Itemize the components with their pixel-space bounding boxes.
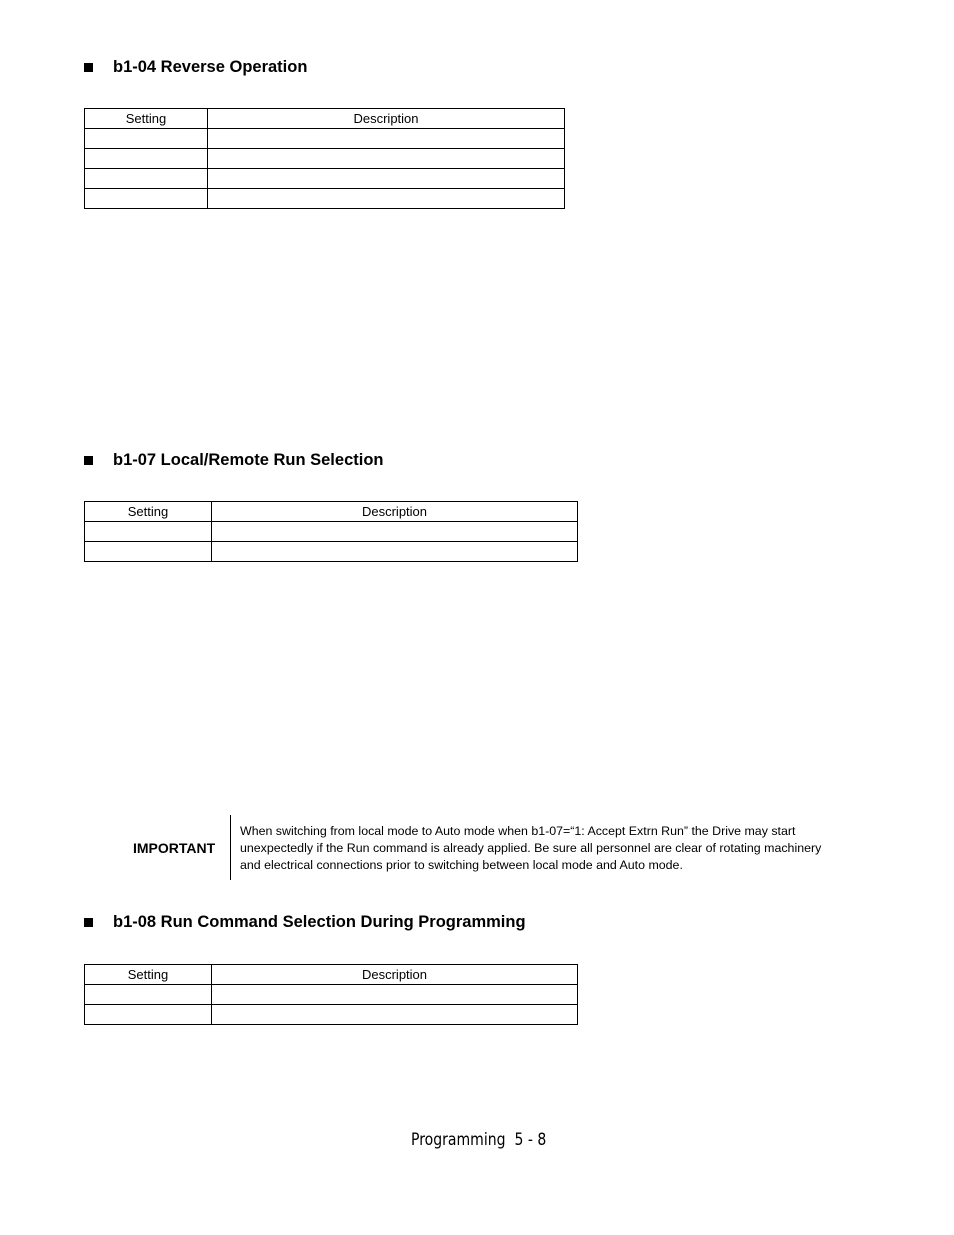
section-heading-b1-07 — [84, 451, 383, 470]
heading-text: b1-08 Run Command Selection During Programming — [113, 913, 526, 931]
important-label: IMPORTANT — [133, 840, 216, 856]
header-setting: Setting — [85, 965, 212, 985]
description-cell — [208, 169, 565, 189]
setting-cell — [85, 1005, 212, 1025]
table-b1-07 — [84, 501, 578, 562]
square-bullet-icon — [84, 918, 93, 927]
description-cell — [208, 129, 565, 149]
table-header-row — [85, 502, 578, 522]
table-row — [85, 522, 578, 542]
header-setting: Setting — [85, 109, 208, 129]
heading-text: b1-04 Reverse Operation — [113, 58, 308, 76]
square-bullet-icon — [84, 456, 93, 465]
table-row — [85, 189, 565, 209]
table-b1-08 — [84, 964, 578, 1025]
table-header-row — [85, 965, 578, 985]
square-bullet-icon — [84, 63, 93, 72]
table-b1-04 — [84, 108, 565, 209]
table-header-row — [85, 109, 565, 129]
section-heading-b1-04 — [84, 58, 307, 77]
description-cell — [212, 985, 578, 1005]
header-description: Description — [208, 109, 565, 129]
setting-cell — [85, 542, 212, 562]
page-footer: Programming 5 - 8 — [411, 1130, 547, 1149]
setting-cell — [85, 149, 208, 169]
table-row — [85, 1005, 578, 1025]
table-row — [85, 542, 578, 562]
section-heading-b1-08 — [84, 913, 526, 932]
important-text: When switching from local mode to Auto mode when b1-07=“1: Accept Extrn Run” the Drive may start unexpectedly if the Run command is already applied. Be sure all personnel are clear of rotating machinery and electrical connections prior to switching between local mode and Auto mode. — [240, 824, 822, 872]
header-setting: Setting — [85, 502, 212, 522]
description-cell — [212, 522, 578, 542]
important-divider — [230, 815, 231, 880]
description-cell — [208, 189, 565, 209]
setting-cell — [85, 522, 212, 542]
table-row — [85, 129, 565, 149]
description-cell — [212, 1005, 578, 1025]
setting-cell — [85, 169, 208, 189]
header-description: Description — [212, 502, 578, 522]
table-row — [85, 985, 578, 1005]
setting-cell — [85, 985, 212, 1005]
setting-cell — [85, 189, 208, 209]
setting-cell — [85, 129, 208, 149]
table-row — [85, 149, 565, 169]
description-cell — [208, 149, 565, 169]
heading-text: b1-07 Local/Remote Run Selection — [113, 451, 384, 469]
header-description: Description — [212, 965, 578, 985]
table-row — [85, 169, 565, 189]
description-cell — [212, 542, 578, 562]
